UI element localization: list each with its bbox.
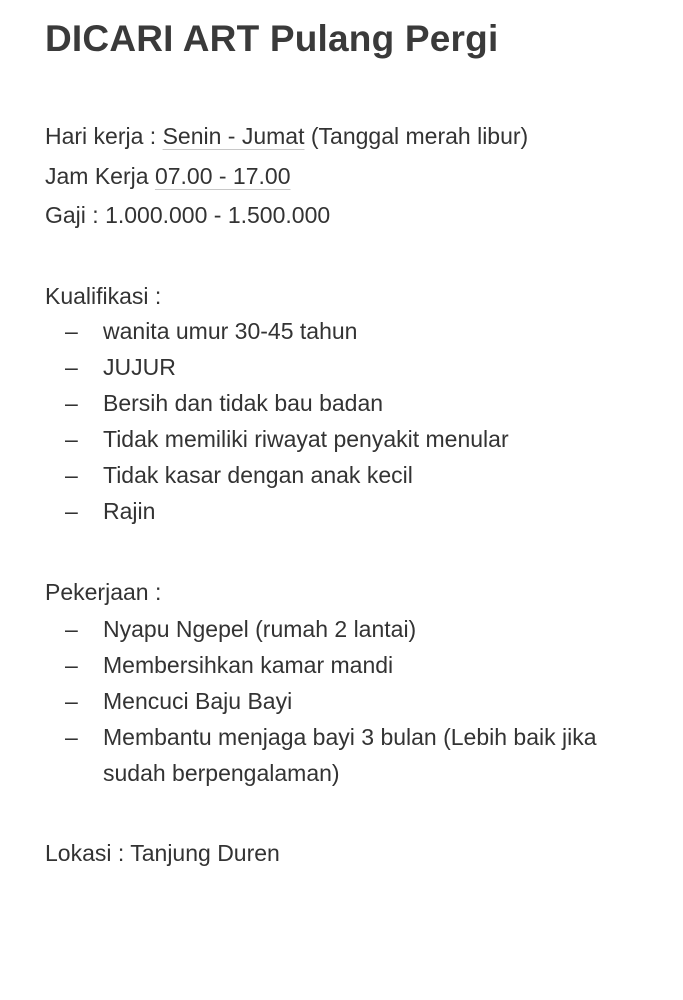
list-item-text: Nyapu Ngepel (rumah 2 lantai) (103, 616, 417, 642)
list-item-text: Tidak kasar dengan anak kecil (103, 462, 413, 488)
list-item (45, 313, 623, 349)
jam-kerja-label: Jam Kerja (45, 163, 155, 189)
jam-kerja-value: 07.00 - 17.00 (154, 163, 291, 189)
page-title: DICARI ART Pulang Pergi (45, 18, 499, 59)
list-item-text: Membantu menjaga bayi 3 bulan (Lebih baik jika sudah berpengalaman) (103, 724, 597, 786)
dash-bullet-icon: – (65, 652, 78, 678)
dash-bullet-icon: – (65, 498, 78, 524)
list-item (45, 349, 623, 385)
gaji-line: Gaji : 1.000.000 - 1.500.000 (45, 202, 331, 228)
hari-kerja-value: Senin - Jumat (162, 123, 305, 149)
list-item (45, 421, 623, 457)
kualifikasi-list (45, 313, 623, 529)
list-item-text: Membersihkan kamar mandi (103, 652, 394, 678)
dash-bullet-icon: – (65, 318, 78, 344)
list-item-text: JUJUR (103, 354, 176, 380)
dash-bullet-icon: – (65, 390, 78, 416)
jam-kerja-line (45, 161, 291, 191)
dash-bullet-icon: – (65, 426, 78, 452)
dash-bullet-icon: – (65, 616, 78, 642)
list-item (45, 385, 623, 421)
list-item (45, 647, 623, 683)
kualifikasi-heading: Kualifikasi : (45, 283, 162, 309)
hari-kerja-label: Hari kerja : (45, 123, 163, 149)
list-item-text: Mencuci Baju Bayi (103, 688, 293, 714)
list-item-text: Rajin (103, 498, 156, 524)
dash-bullet-icon: – (65, 354, 78, 380)
list-item-text: Bersih dan tidak bau badan (103, 390, 384, 416)
dash-bullet-icon: – (65, 724, 78, 750)
list-item (45, 493, 623, 529)
list-item (45, 719, 623, 791)
dash-bullet-icon: – (65, 688, 78, 714)
pekerjaan-heading: Pekerjaan : (45, 579, 162, 605)
list-item (45, 611, 623, 647)
hari-kerja-note: (Tanggal merah libur) (304, 123, 529, 149)
list-item-text: Tidak memiliki riwayat penyakit menular (103, 426, 509, 452)
hari-kerja-line (45, 121, 528, 151)
list-item-text: wanita umur 30-45 tahun (103, 318, 358, 344)
list-item (45, 457, 623, 493)
pekerjaan-list (45, 611, 623, 791)
dash-bullet-icon: – (65, 462, 78, 488)
list-item (45, 683, 623, 719)
lokasi-line: Lokasi : Tanjung Duren (45, 840, 280, 866)
